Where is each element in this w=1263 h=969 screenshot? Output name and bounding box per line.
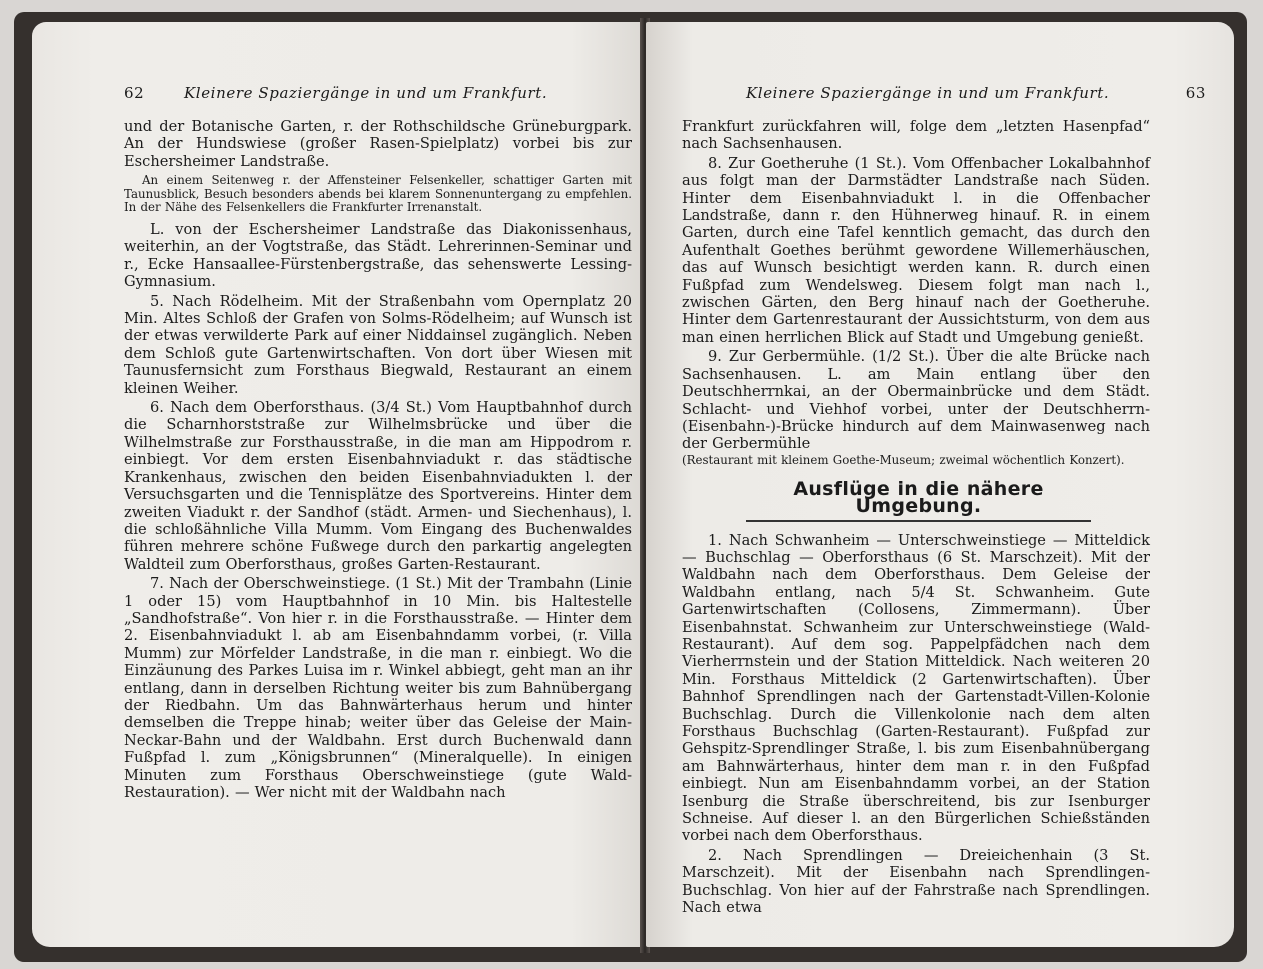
right-page-number: 63: [1185, 84, 1206, 102]
route-paragraph: 7. Nach der Oberschweinstiege. (1 St.) Mit der Trambahn (Linie 1 oder 15) vom Hauptbahnhof in 10 Min. bis Haltestelle „Sandhofstraße“. Von hier r. in die Forsthausstraße. — Hinter dem 2. Eisenbahnviadukt l. ab am Eisenbahndamm vorbei, (r. Villa Mumm) zur Mörfelder Landstraße, in die man r. einbiegt. Wo die Einzäunung des Parkes Luisa im r. Winkel abbiegt, geht man an ihr entlang, dann in derselben Richtung weiter bis zum Bahnübergang der Riedbahn. Um das Bahnwärterhaus herum und hinter demselben die Treppe hinab; weiter über das Geleise der Main-Neckar-Bahn und der Waldbahn. Erst durch Buchenwald dann Fußpfad l. zum „Königsbrunnen“ (Mineralquelle). In einigen Minuten zum Forsthaus Oberschweinstiege (gute Wald-Restauration). — Wer nicht mit der Waldbahn nach: [124, 575, 632, 801]
left-page: [32, 22, 644, 947]
left-running-title: Kleinere Spaziergänge in und um Frankfurt.: [184, 84, 548, 102]
route-paragraph: 8. Zur Goetheruhe (1 St.). Vom Offenbacher Lokalbahnhof aus folgt man der Darmstädter Landstraße nach Süden. Hinter dem Eisenbahnviadukt l. in die Offenbacher Landstraße, dann r. den Hühnerweg hinauf. R. in einem Garten, durch eine Tafel kenntlich gemacht, das durch den Aufenthalt Goethes berühmt gewordene Willemerhäuschen, das auf Wunsch besichtigt werden kann. R. durch einen Fußpfad zum Wendelsweg. Diesem folgt man nach l., zwischen Gärten, den Berg hinauf nach der Goetheruhe. Hinter dem Gartenrestaurant der Aussichtsturm, von dem aus man einen herrlichen Blick auf Stadt und Umgebung genießt.: [682, 154, 1150, 346]
left-page-header: [124, 84, 634, 110]
right-running-title: Kleinere Spaziergänge in und um Frankfurt.: [746, 84, 1110, 102]
right-page-header: [736, 84, 1206, 110]
left-page-number: 62: [124, 84, 145, 102]
right-page: [646, 22, 1234, 947]
paragraph: Frankfurt zurückfahren will, folge dem „letzten Hasenpfad“ nach Sachsenhausen.: [682, 118, 1150, 153]
paragraph: L. von der Eschersheimer Landstraße das Diakonissenhaus, weiterhin, an der Vogtstraße, das Städt. Lehrerinnen-Seminar und r., Ecke Hansaallee-Fürstenbergstraße, das sehenswerte Lessing-Gymnasium.: [124, 221, 632, 291]
small-print-note: (Restaurant mit kleinem Goethe-Museum; zweimal wöchentlich Konzert).: [682, 452, 1125, 467]
route-paragraph: 6. Nach dem Oberforsthaus. (3/4 St.) Vom Hauptbahnhof durch die Scharnhorststraße zur Wilhelmsbrücke und über die Wilhelmstraße zur Forsthausstraße, in die man am Hippodrom r. einbiegt. Vor dem ersten Eisenbahnviadukt r. das städtische Krankenhaus, zwischen den beiden Eisenbahnviadukten l. der Versuchsgarten und die Tennisplätze des Sportvereins. Hinter dem zweiten Viadukt r. der Sandhof (städt. Armen- und Siechenhaus), l. die schloßähnliche Villa Mumm. Vom Eingang des Buchenwaldes führen mehrere schöne Fußwege durch den parkartig angelegten Waldteil zum Oberforsthaus, großes Garten-Restaurant.: [124, 399, 632, 573]
left-page-text: [124, 118, 632, 801]
paragraph: und der Botanische Garten, r. der Rothschildsche Grüneburgpark. An der Hundswiese (großer Rasen-Spielplatz) vorbei bis zur Eschersheimer Landstraße.: [124, 118, 632, 170]
section-heading: Ausflüge in die nähere Umgebung.: [746, 481, 1091, 522]
route-paragraph: 9. Zur Gerbermühle. (1/2 St.). Über die alte Brücke nach Sachsenhausen. L. am Main entlang über den Deutschherrnkai, an der Obermainbrücke und dem Städt. Schlacht- und Viehhof vorbei, unter der Deutschherrn-(Eisenbahn-)-Brücke hindurch auf dem Mainwasenweg nach der Gerbermühle: [682, 348, 1150, 453]
route-paragraph: 5. Nach Rödelheim. Mit der Straßenbahn vom Opernplatz 20 Min. Altes Schloß der Grafen von Solms-Rödelheim; auf Wunsch ist der etwas verwilderte Park auf einer Niddainsel zugänglich. Neben dem Schloß gute Gartenwirtschaften. Von dort über Wiesen mit Taunusfernsicht zum Forsthaus Biegwald, Restaurant an einem kleinen Weiher.: [124, 292, 632, 397]
small-print-note: An einem Seitenweg r. der Affensteiner Felsenkeller, schattiger Garten mit Taunusblick, Besuch besonders abends bei klarem Sonnenuntergang zu empfehlen. In der Nähe des Felsenkellers die Frankfurter Irrenanstalt.: [124, 173, 632, 215]
route-paragraph: 2. Nach Sprendlingen — Dreieichenhain (3 St. Marschzeit). Mit der Eisenbahn nach Sprendlingen-Buchschlag. Von hier auf der Fahrstraße nach Sprendlingen. Nach etwa: [682, 846, 1150, 917]
route-paragraph: 1. Nach Schwanheim — Unterschweinstiege — Mitteldick — Buchschlag — Oberforsthaus (6 St. Marschzeit). Mit der Waldbahn nach dem Oberforsthaus. Dem Geleise der Waldbahn entlang, nach 5/4 St. Schwanheim. Gute Gartenwirtschaften (Collosens, Zimmermann). Über Eisenbahnstat. Schwanheim zur Unterschweinstiege (Wald-Restaurant). Auf dem sog. Pappelpfädchen nach dem Vierherrnstein und der Station Mitteldick. Nach weiteren 20 Min. Forsthaus Mitteldick (2 Gartenwirtschaften). Über Bahnhof Sprendlingen nach der Gartenstadt-Villen-Kolonie Buchschlag. Durch die Villenkolonie nach dem alten Forsthaus Buchschlag (Garten-Restaurant). Fußpfad zur Gehspitz-Sprendlinger Straße, l. bis zum Eisenbahnübergang am Bahnwärterhaus, hinter dem man r. in den Fußpfad einbiegt. Nun am Eisenbahndamm vorbei, an der Station Isenburg die Straße überschreitend, bis zur Isenburger Schneise. Auf dieser l. an den Bürgerlichen Schießständen vorbei nach dem Oberforsthaus.: [682, 531, 1150, 845]
open-book: [14, 12, 1247, 962]
right-page-text: [682, 118, 1150, 916]
